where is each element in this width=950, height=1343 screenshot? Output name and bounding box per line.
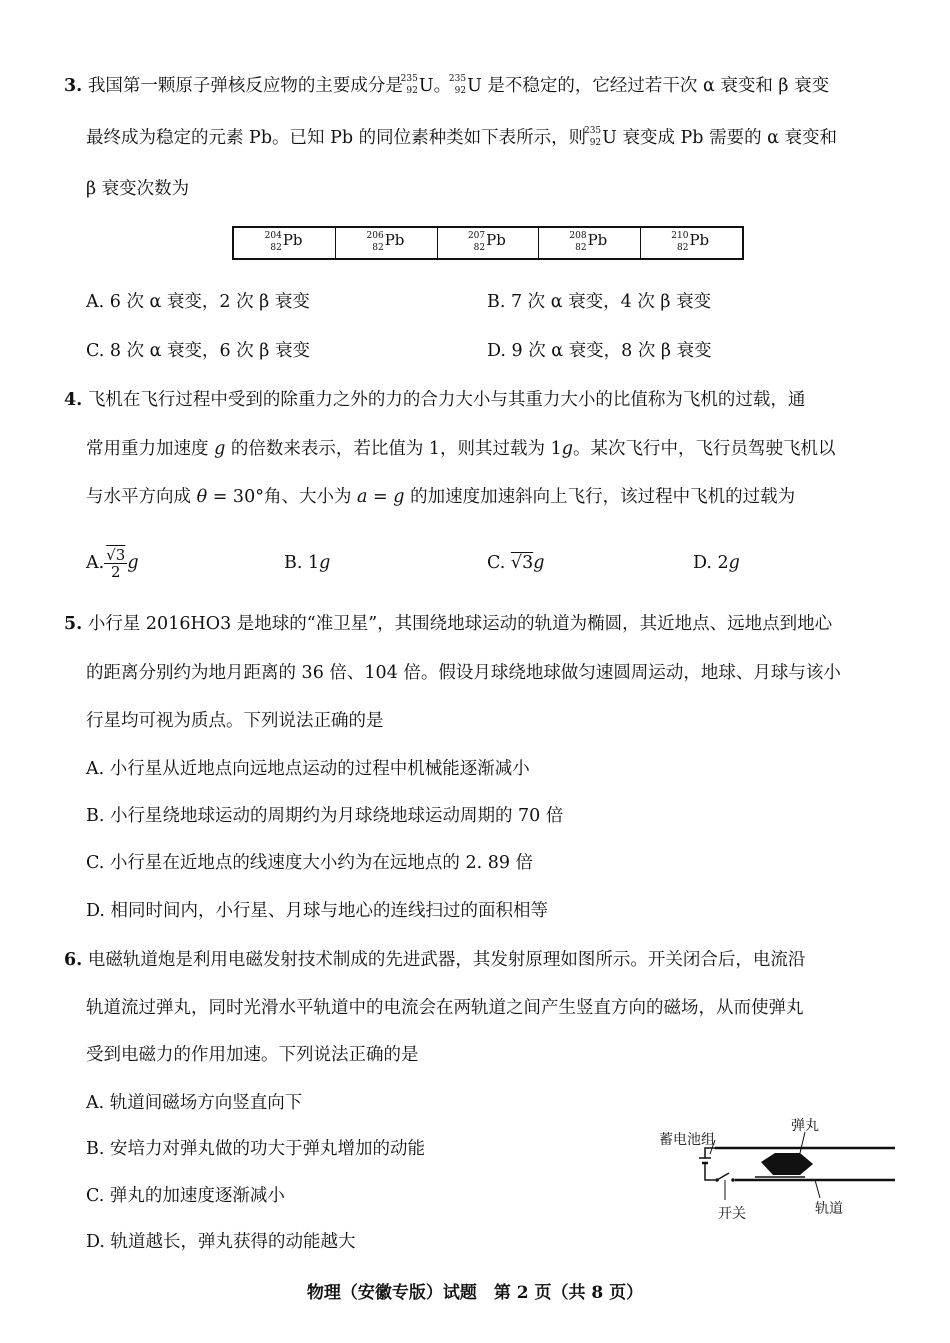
q4-number: 4. <box>64 390 83 410</box>
q3-number: 3. <box>64 76 83 96</box>
rail-leader <box>815 1180 820 1198</box>
u235-isotope-2: 235 92 <box>448 74 467 96</box>
q6-option-b: B. 安培力对弹丸做的功大于弹丸增加的动能 <box>86 1139 425 1159</box>
q3-text-2b: U 衰变成 Pb 需要的 α 衰变和 <box>602 128 838 148</box>
pb-isotope-table <box>232 226 744 260</box>
pb-cell: 207 82 Pb <box>437 227 538 259</box>
q4-option-c: C. √3g <box>487 553 545 573</box>
q6-option-a: A. 轨道间磁场方向竖直向下 <box>86 1093 303 1113</box>
q5-line-1: 5. 小行星 2016HO3 是地球的“准卫星”，其围绕地球运动的轨道为椭圆，其近地点、远地点到地心 <box>64 614 833 634</box>
q3-text-2a: 最终成为稳定的元素 Pb。已知 Pb 的同位素种类如下表所示，则 <box>86 128 587 148</box>
q5-option-d: D. 相同时间内，小行星、月球与地心的连线扫过的面积相等 <box>86 901 549 921</box>
label-battery: 蓄电池组 <box>659 1132 715 1148</box>
q4-line-3: 与水平方向成 θ = 30°角、大小为 a = g 的加速度加速斜向上飞行，该过程中飞机的过载为 <box>86 487 796 507</box>
q3-line-1 <box>64 74 829 98</box>
u235-isotope-1: 235 92 <box>400 74 418 96</box>
q3-line-2 <box>86 126 837 150</box>
q3-line-3: β 衰变次数为 <box>86 179 190 199</box>
u235-isotope-3: 235 92 <box>583 126 602 148</box>
projectile-leader <box>800 1132 805 1153</box>
projectile-shape <box>761 1153 813 1175</box>
q4-option-d: D. 2g <box>693 553 740 573</box>
switch-contact <box>731 1178 735 1182</box>
q6-option-c: C. 弹丸的加速度逐渐减小 <box>86 1186 285 1206</box>
q5-option-c: C. 小行星在近地点的线速度大小约为在远地点的 2. 89 倍 <box>86 853 534 873</box>
q5-option-b: B. 小行星绕地球运动的周期约为月球绕地球运动周期的 70 倍 <box>86 806 564 826</box>
switch-blade <box>717 1173 729 1180</box>
pb-cell: 206 82 Pb <box>336 227 437 259</box>
q5-number: 5. <box>64 614 83 634</box>
q4-option-b: B. 1g <box>284 553 331 573</box>
q5-line-3: 行星均可视为质点。下列说法正确的是 <box>86 711 384 731</box>
q6-number: 6. <box>64 950 83 970</box>
label-projectile: 弹丸 <box>791 1118 819 1134</box>
q5-option-a: A. 小行星从近地点向远地点运动的过程中机械能逐渐减小 <box>86 759 530 779</box>
pb-cell: 208 82 Pb <box>539 227 640 259</box>
label-rail: 轨道 <box>815 1201 843 1217</box>
q3-option-b: B. 7 次 α 衰变，4 次 β 衰变 <box>487 292 712 312</box>
page-footer: 物理（安徽专版）试题 第 2 页（共 8 页） <box>306 1283 644 1303</box>
pb-cell: 210 82 Pb <box>640 227 743 259</box>
q3-option-a: A. 6 次 α 衰变，2 次 β 衰变 <box>86 292 310 312</box>
q6-line-1: 6. 电磁轨道炮是利用电磁发射技术制成的先进武器，其发射原理如图所示。开关闭合后，电流沿 <box>64 950 806 970</box>
pb-cell: 204 82 Pb <box>233 227 336 259</box>
q4-line-2: 常用重力加速度 g 的倍数来表示，若比值为 1，则其过载为 1g。某次飞行中，飞行员驾驶飞机以 <box>86 439 836 459</box>
q4-line-1: 4. 飞机在飞行过程中受到的除重力之外的力的合力大小与其重力大小的比值称为飞机的过载，通 <box>64 390 806 410</box>
q3-option-c: C. 8 次 α 衰变，6 次 β 衰变 <box>86 341 310 361</box>
q4-option-a: A. $\frac{√3}{2}$ g <box>86 546 139 581</box>
q6-line-2: 轨道流过弹丸，同时光滑水平轨道中的电流会在两轨道之间产生竖直方向的磁场，从而使弹丸 <box>86 998 804 1018</box>
q3-text-1a: 我国第一颗原子弹核反应物的主要成分是 <box>87 76 403 96</box>
q3-text-1b: U。 <box>418 76 452 96</box>
battery-wire-bottom <box>705 1163 715 1180</box>
q3-option-d: D. 9 次 α 衰变，8 次 β 衰变 <box>487 341 712 361</box>
q6-line-3: 受到电磁力的作用加速。下列说法正确的是 <box>86 1045 419 1065</box>
label-switch: 开关 <box>718 1206 746 1222</box>
q6-option-d: D. 轨道越长，弹丸获得的动能越大 <box>86 1232 356 1252</box>
q3-text-1c: U 是不稳定的，它经过若干次 α 衰变和 β 衰变 <box>467 76 830 96</box>
q5-line-2: 的距离分别约为地月距离的 36 倍、104 倍。假设月球绕地球做匀速圆周运动，地球、月球与该小 <box>86 663 841 683</box>
